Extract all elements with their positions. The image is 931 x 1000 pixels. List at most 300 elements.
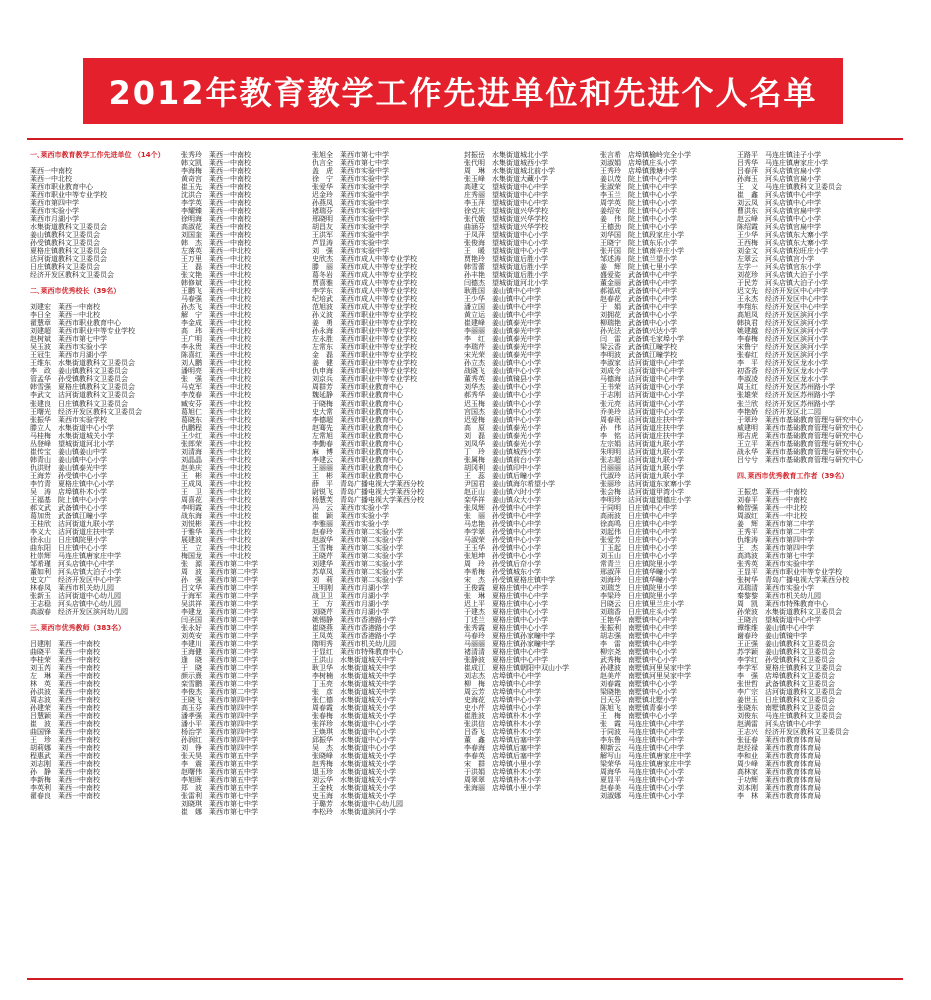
list-item: 吕文华 莱西市第二中学 [181,583,258,592]
list-item: 赵满雷 河头店镇中心中学 [737,720,821,729]
list-item: 刘 强 莱西市实验中学 [312,247,389,256]
list-item: 王洪山 水集街道城关中学 [312,656,396,664]
spacer [181,143,291,151]
list-item: 刘 铮 莱西市第四中学 [181,744,258,753]
list-item: 于志刚 沽河街道中心小学 [600,391,684,400]
list-item: 王焕琪 水集街道中心小学 [312,728,396,737]
list-item: 梁荣华 马连庄镇唐家庄中学 [600,760,691,769]
list-item: 史海花 店埠镇中心小学 [464,696,541,705]
list-item: 崔 波 莱西一中南校 [30,720,100,729]
list-item: 赵秀梅 水集街道城关小学 [312,760,396,769]
list-item: 李树楠 水集街道城关中学 [312,672,396,681]
list-item: 左永胜 莱西市职业中等专业学校 [312,335,417,344]
list-item: 秦黎黎 莱西市机关幼儿园 [737,591,821,600]
list-item: 沽河街道教科文卫委员会 [30,255,107,264]
list-item: 李学翠 孙受镇中心中学 [464,527,541,536]
list-item: 张郎荣 莱西一中北校 [181,439,251,448]
list-item: 郝秀华 姜山镇中心小学 [464,391,541,400]
list-item: 林春凤 莱西市机关幼儿园 [30,583,114,592]
list-item: 李学东 莱西市成人中等专业学校 [312,287,417,296]
list-item: 张 丽 孙受镇中心中学 [464,511,541,520]
list-item: 李学军 夏格庄镇教科文卫委员会 [737,664,842,673]
list-item: 于功辉 莱西市教育体育局 [737,776,821,785]
list-item: 李新梅 莱西一中南校 [30,776,100,785]
list-item: 张海丽 店埠镇小里小学 [464,784,541,793]
list-item: 苏学颖 姜山镇教科文卫委员会 [737,647,835,656]
list-item: 王冠生 莱西市月湖小学 [30,351,107,360]
list-item: 于显红 莱西市特殊教育中心 [312,647,403,656]
list-item: 左学一 河头店镇官东小学 [737,263,821,272]
list-item: 柳瑞艳 武备镇中心小学 [600,319,677,328]
list-item: 吕香飞 店埠镇朴木小学 [464,728,541,737]
list-item: 褚清清 夏格庄镇中心中学 [464,647,548,656]
list-item: 曲晓平 莱西一中南校 [30,647,100,656]
list-item: 柳 梅 店埠镇中心中学 [464,680,541,689]
list-item: 吕天芬 南墅镇北墅小学 [600,696,677,705]
list-item: 丁 玲 姜山镇城西小学 [464,447,541,456]
list-item: 孙义波 莱西市职业中等专业学校 [312,311,417,320]
list-item: 梅国龙 莱西一中北校 [181,551,251,560]
list-item: 崔 鑫 河头店镇中心中学 [737,191,821,200]
list-item: 周喜花 莱西一中北校 [181,495,251,504]
list-item: 王志兴 经济开发区教科文卫委员会 [737,728,849,737]
list-item: 马桂梅 水集街道城关小学 [30,431,114,440]
list-item: 吴 涛 店埠镇朴木小学 [30,487,107,496]
list-item: 王 暖 望城街道中心小学 [464,247,548,256]
list-item: 王少华 河头店镇东大寨小学 [737,231,828,240]
list-item: 张旭全 莱西市第七中学 [312,151,389,160]
list-item: 刘云华 水集街道城关小学 [312,776,396,785]
list-item: 盖 虎 莱西市实验中学 [312,167,389,176]
list-item: 王 杰 莱西市第四中学 [737,543,814,552]
list-item: 宋光荣 姜山镇泰光中学 [464,351,541,360]
list-item: 姜以茂 院上镇中心中学 [600,175,677,184]
list-item: 李明珍 沽河街道望德庄小学 [600,495,691,504]
page-title: 2012年教育教学工作先进单位和先进个人名单 [108,74,818,112]
list-item: 王西梅 河头店镇东大寨小学 [737,239,828,248]
list-item: 李茂春 莱西一中北校 [181,391,251,400]
list-item: 迟文先 经济开发区中心中学 [737,287,828,296]
list-item: 孙受镇教科文卫委员会 [30,239,100,248]
list-item: 张属梅 姜山镇前台小学 [464,455,541,464]
list-item: 张代明 水集街道城西小学 [464,159,548,168]
list-item: 王曙光 经济开发区教科文卫委员会 [30,407,142,416]
list-item: 丁玉亮 水集街道城关中学 [312,680,396,689]
list-item: 马丽丽 夏格庄镇孙家疃中学 [464,639,555,648]
list-item: 战卫卫 莱西市月湖小学 [312,591,389,600]
list-item: 退玉珍 水集街道城关小学 [312,768,396,777]
list-item: 李海梅 莱西一中南校 [181,167,251,176]
list-item: 张代娥 望城街道兴华学校 [464,215,548,224]
list-item: 梁云香 武备镇江疃学校 [600,343,677,352]
list-item: 纪培武 莱西市成人中等专业学校 [312,295,417,304]
spacer [30,143,140,151]
list-item: 王 彬 莱西一中北校 [181,471,251,480]
list-item: 张言希 店埠镇榆岭完全小学 [600,151,691,160]
list-item: 李 政 姜山镇教科文卫委员会 [30,367,128,376]
list-item: 赵正山 姜山镇六时小学 [464,487,541,496]
list-item: 李翔东 经济开发区中心中学 [737,303,828,312]
list-item: 王 梅 南墅镇中心小学 [600,712,677,721]
list-item: 麻 博 莱西市职业教育中心 [312,447,403,456]
list-item: 周少峰 莱西市教育体育局 [737,760,821,769]
list-item: 王明刚 莱西市月湖小学 [312,583,389,592]
list-item: 于璐芳 水集街道中心幼儿园 [312,800,403,809]
list-item: 滕立人 水集街道中心小学 [30,423,114,432]
list-item: 张静波 夏格庄镇中心中学 [464,656,548,664]
list-item: 周 琳 水集街道城北前小学 [464,167,555,176]
list-item: 邱振华 水集街道中心小学 [312,736,396,745]
list-item: 刘英安 莱西市第二中学 [181,631,258,640]
list-item: 高淑春 经济开发区滨河幼儿园 [30,607,128,616]
list-item: 周玉红 经济开发区苏州路小学 [737,383,835,392]
list-column-4 [464,143,574,792]
list-item: 韩文凯 莱西一中南校 [181,159,251,168]
list-item: 左常旭 莱西市职业教育中心 [312,431,403,440]
list-item: 孙 强 莱西市第二中学 [181,575,258,584]
list-item: 张文艳 莱西一中北校 [181,271,251,280]
list-item: 李希梅 孙受镇城东小学 [464,567,541,576]
list-item: 张春红 经济开发区滨河小学 [737,351,828,360]
list-item: 王志稳 河头店镇中心幼儿园 [30,599,121,608]
list-item: 姜 健 莱西市职业中等专业学校 [312,359,417,368]
list-item: 张秀英 莱西市实验中学 [737,559,814,568]
list-item: 张会梅 沽河街道甲湾小学 [600,487,684,496]
list-item: 邢淑萍 日庄镇华疃小学 [600,567,677,576]
list-item: 葛冬岩 莱西市成人中等专业学校 [312,271,417,280]
list-item: 徐 宁 莱西市实验中学 [312,175,389,184]
list-item: 郑 波 莱西市第五中学 [181,784,258,793]
list-item: 夏显平 马连庄镇中心小学 [600,776,684,785]
list-item: 陈绍霞 河头店镇官扁中学 [737,223,821,232]
list-item: 王秀玲 店埠镇豫塘小学 [600,167,677,176]
list-item: 韩雪蕾 望城街道后胜小学 [464,263,548,272]
list-item: 孙永海 莱西市职业中等专业学校 [312,327,417,336]
list-item: 王 立 莱西一中北校 [181,543,251,552]
list-item: 徐明海 莱西一中南校 [181,215,251,224]
list-item: 耿卫华 水集街道城关中学 [312,664,396,673]
list-item: 孙海玉 河头店镇官扁小学 [737,175,821,184]
list-item: 栾雪鹏 莱西市第二中学 [181,680,258,689]
list-item: 宋鲁宁 经济开发区滨河小学 [737,343,828,352]
list-item: 史欣杰 莱西市成人中等专业学校 [312,255,417,264]
list-item: 吴玉波 莱西市实验小学 [30,343,107,352]
list-item: 魏延静 莱西市职业教育中心 [312,391,403,400]
list-item: 莱西一中南校 [30,167,72,176]
list-item: 解写山 马连庄镇唐家庄中学 [600,752,691,761]
list-item: 史大常 莱西市职业教育中心 [312,407,403,416]
list-item: 李建云 莱西市职业教育中心 [312,455,403,464]
list-item: 丛登峰 望城街道河北小学 [30,439,114,448]
list-item: 赵云峰 河头店镇中心小学 [737,215,821,224]
list-item: 李建川 莱西市第二中学 [181,639,258,648]
list-item: 王永杰 经济开发区中心中学 [737,295,828,304]
spacer [737,480,897,488]
list-item: 王晓宁 院上镇东乐小学 [600,239,677,248]
list-item: 刘海玲 日庄镇华疃小学 [600,575,677,584]
list-item: 王凤英 莱西市香港路小学 [312,631,396,640]
list-item: 周云芳 店埠镇中心中学 [464,688,541,697]
list-item: 史文广 经济开发区中心中学 [30,575,121,584]
list-item: 姚锡静 莱西市香港路小学 [312,615,396,624]
list-item: 李玉萍 望城街道中心中学 [464,199,548,208]
list-item: 展建波 莱西一中北校 [181,535,251,544]
list-item: 李东鲁 马连庄镇中心中学 [600,736,684,745]
list-item: 刘华国 院上镇段家庄小学 [600,231,684,240]
list-item: 颜示熹 莱西市第二中学 [181,672,258,681]
list-item: 莱西市实验小学 [30,207,79,216]
list-item: 王玉华 孙受镇中心小学 [464,543,541,552]
list-item: 刘花珍 河头店镇大泊子小学 [737,271,828,280]
list-item: 高旭凤 经济开发区滨河小学 [737,311,828,320]
list-item: 刘清海 莱西一中北校 [181,447,251,456]
list-item: 张树华 青岛广播电视大学莱西分校 [737,575,849,584]
list-item: 周 玲 孙受镇后夼小学 [464,559,541,568]
list-item: 刘晓芹 莱西市月湖小学 [312,607,389,616]
list-item: 姚建越 经济开发区滨河小学 [737,327,828,336]
top-divider [27,138,903,140]
list-item: 赵春美 马连庄镇中心小学 [600,784,684,793]
list-column-3 [312,143,422,816]
list-item: 于建杰 夏格庄镇中心小学 [464,607,548,616]
list-item: 左翠云 河头店镇宫小学 [737,255,814,264]
list-item: 赵曙伟 莱西市第五中学 [181,768,258,777]
list-item: 庄秀丽 望城街道中心中学 [464,191,548,200]
list-item: 杜崇辉 马连庄镇唐家庄中学 [30,551,121,560]
list-item: 仇洪财 姜山镇泰光中学 [30,463,107,472]
list-item: 王成凤 莱西一中北校 [181,479,251,488]
spacer [30,159,140,167]
list-item: 刘 莉 莱西市第二实验小学 [312,575,403,584]
list-item: 徐克庆 望城街道兴华学校 [464,207,548,216]
list-item: 王 卫 莱西一中北校 [181,487,251,496]
list-item: 崔 颖 莱西市实验小学 [312,511,389,520]
list-item: 盛爱姿 武备镇中心中学 [600,271,677,280]
title-banner [83,58,843,124]
list-item: 姜 辉 院上镇七里小学 [600,263,677,272]
spacer [30,632,140,640]
list-item: 李淑家 沽河街道中心中学 [600,359,684,368]
list-item: 莱西一中北校 [30,175,72,184]
list-item: 张元亮 沽河街道中心小学 [600,399,684,408]
list-item: 曲涵芬 望城街道兴华学校 [464,223,548,232]
list-item: 沈洪合 莱西一中南校 [181,191,251,200]
list-item: 胡昌友 莱西市实验中学 [312,223,389,232]
list-item: 周 波 莱西市第二中学 [181,567,258,576]
list-item: 芦显涛 莱西市实验中学 [312,239,389,248]
list-item: 李耀臻 莱西一中南校 [181,207,251,216]
list-item: 王 义 马连庄镇教科文卫委员会 [737,183,842,192]
list-item: 王路平 马连庄镇洼子小学 [737,151,821,160]
list-item: 苏草凤 莱西市第二实验小学 [312,567,403,576]
list-item: 柳新云 马连庄镇中心中学 [600,744,684,753]
list-item: 赵骞先 莱西市职业教育中心 [312,423,403,432]
list-item: 耿胜国 姜山镇中心中学 [464,287,541,296]
list-item: 张 霞 马连庄镇中心中学 [600,720,684,729]
list-item: 李学英 莱西一中南校 [181,199,251,208]
list-item: 马春玲 夏格庄镇孙家疃中学 [464,631,555,640]
list-item: 张 源 莱西市第二中学 [181,559,258,568]
spacer [312,143,422,151]
list-item: 董如利 河头店镇大泊子小学 [30,567,121,576]
list-item: 王维东 水集街道教科文卫委员会 [30,359,135,368]
list-item: 左 琳 莱西一中南校 [30,672,100,681]
list-item: 杨慧芙 青岛广播电视大学莱西分校 [312,495,424,504]
list-item: 赵春花 武备镇中心中学 [600,295,677,304]
list-item: 刘金文 河头店镇松旺庄小学 [737,247,828,256]
list-item: 马忠艳 孙受镇中心中学 [464,519,541,528]
list-item: 刘建超 莱西市职业中等专业学校 [30,327,135,336]
list-item: 刘瑞香 日庄镇庄头小学 [600,607,677,616]
list-item: 李旭晖 莱西市第五中学 [181,776,258,785]
list-item: 程惠武 莱西一中南校 [30,752,100,761]
list-item: 赵春玲 莱西市第二实验小学 [312,527,403,536]
list-item: 潘孝强 莱西市第四中学 [181,712,258,721]
list-item: 李雅丽 莱西市实验小学 [312,519,389,528]
list-item: 丁玉起 日庄镇中心小学 [600,543,677,552]
list-item: 谢春玲 姜山镇镜中学 [737,631,807,640]
list-item: 胡冈利 姜山镇印中小学 [464,463,541,472]
list-item: 姜 勇 莱西市职业中等专业学校 [312,319,417,328]
list-item: 宫国杰 姜山镇中心小学 [464,407,541,416]
list-item: 王 蕊 姜山镇后疃小学 [464,471,541,480]
list-item: 高 原 姜山镇泰光小学 [464,423,541,432]
list-item: 臧安芬 莱西一中北校 [181,399,251,408]
list-item: 孙燕凤 莱西市实验中学 [312,199,389,208]
list-item: 王雪梅 莱西市第二实验小学 [312,543,403,552]
list-item: 姜山镇教科文卫委员会 [30,231,100,240]
list-item: 尹国君 姜山镇海尔希望小学 [464,479,555,488]
list-item: 朱明明 沽河街道九联小学 [600,447,684,456]
list-item: 常青兰 日庄镇院里小学 [600,559,677,568]
list-item: 黄立运 姜山镇中心中学 [464,311,541,320]
list-item: 周群芳 莱西市职业教育中心 [312,383,403,392]
list-item: 刘瑞芝 日庄镇院里小学 [600,583,677,592]
list-item: 于凤萍 望城街道中心小学 [464,231,548,240]
list-item: 李日全 莱西一中北校 [30,311,100,320]
list-item: 韩雪强 夏格庄镇教科文卫委员会 [30,383,135,392]
list-item: 武秀梅 南墅镇中心小学 [600,656,677,664]
list-item: 于海军 莱西市第二中学 [181,591,258,600]
list-item: 孙荣波 水集街道教科文卫委员会 [737,607,842,616]
list-item: 张秀玲 莱西一中南校 [181,151,251,160]
list-item: 林 英 莱西一中南校 [30,680,100,689]
list-item: 王艳华 南墅镇中心中学 [600,615,677,624]
list-item: 葛旭仁 莱西一中北校 [181,407,251,416]
list-item: 王晓芹 莱西市第二实验小学 [312,551,403,560]
list-item: 李 强 店埠镇教科文卫委员会 [737,672,835,681]
list-item: 宋 群 店埠镇小里小学 [464,760,541,769]
list-item: 李义大 沽河街道庄扶中学 [30,527,114,536]
list-item: 賴智强 莱西一中北校 [737,503,807,512]
list-item: 徐永山 日庄镇院里小学 [30,535,107,544]
list-item: 左落英 莱西一中北校 [181,247,251,256]
list-item: 逢 晓 莱西市第二中学 [181,656,258,664]
list-item: 张春梅 水集街道城关小学 [312,712,396,721]
list-item: 莱西市职业中等专业学校 [30,191,107,200]
spacer [737,464,897,472]
list-item: 莱西市第四中学 [30,199,79,208]
list-item: 姜 辉 莱西市第二中学 [737,519,814,528]
list-item: 韩执君 经济开发区滨河小学 [737,319,828,328]
list-item: 孙建波 南墅镇河里吴家中学 [600,664,691,673]
list-item: 滕 丽 莱西市成人中等专业学校 [312,263,417,272]
list-item: 马春强 莱西一中北校 [181,295,251,304]
list-item: 莱西市月湖小学 [30,215,79,224]
list-item: 刘淑娟 店埠镇庄头小学 [600,159,677,168]
list-item: 崔 娜 莱西市第七中学 [181,808,258,817]
list-item: 代淑玲 沽河街道九联小学 [600,471,684,480]
list-item: 于 娟 武备镇中心中学 [600,303,677,312]
list-item: 贾喜雅 莱西市成人中等专业学校 [312,279,417,288]
list-item: 王福基 院上镇中心小学 [30,495,107,504]
list-item: 崔玉先 莱西一中南校 [181,183,251,192]
list-item: 张俊海 望城街道中心小学 [464,239,548,248]
list-item: 韩修斌 莱西一中北校 [181,279,251,288]
list-item: 周 凯 莱西市特殊教育中心 [737,599,828,608]
list-item: 张玉峰 水集街道大藏小学 [464,175,548,184]
list-item: 郝文武 武备镇中心小学 [30,503,107,512]
list-item: 仇申海 莱西市职业中等专业学校 [312,367,417,376]
list-item: 张 琳 夏格庄镇中心中学 [464,591,548,600]
bottom-divider [27,978,903,980]
list-item: 张洪信 店埠镇朴木小学 [464,720,541,729]
list-item: 赵美芹 南墅镇河里吴家中学 [600,672,691,681]
list-item: 潘明亮 莱西一中北校 [181,367,251,376]
list-item: 李俊杰 莱西市第二中学 [181,688,258,697]
list-item: 张旭坤 孙受镇中心小学 [464,551,541,560]
list-item: 王少红 莱西一中北校 [181,431,251,440]
list-item: 刘京兵 莱西市职业中等专业学校 [312,375,417,384]
list-item: 刘玉山 日庄镇中心小学 [600,551,677,560]
list-item: 崔胜波 店埠镇朴木小学 [464,712,541,721]
list-item: 张雷利 莱西市第七中学 [181,792,258,801]
list-item: 李竹青 夏格庄镇中心小学 [30,479,114,488]
list-item: 莱西市职业教育中心 [30,183,93,192]
list-item: 孙丰艳 望城街道后胜小学 [464,271,548,280]
list-item: 战东海 莱西一中北校 [181,511,251,520]
list-item: 赵美庆 莱西一中北校 [181,463,251,472]
list-item: 杨治学 莱西市第四中学 [181,728,258,737]
list-item: 谭维维 姜山镇中心中学 [737,623,814,632]
list-item: 潘立国 姜山镇中心中学 [464,303,541,312]
list-item: 李春海 店埠镇后塞中学 [464,744,541,753]
list-item: 徐高鸣 日庄镇中心中学 [600,519,677,528]
list-item: 李淑凌 经济开发区龙水小学 [737,375,828,384]
list-item: 葛晓东 莱西一中北校 [181,415,251,424]
list-item: 刘本刚 莱西市教育体育局 [737,784,821,793]
list-item: 曲国锋 莱西一中南校 [30,728,100,737]
list-item: 于洪娟 店埠镇朴木小学 [464,768,541,777]
list-item: 刘玉芮 莱西一中南校 [30,664,100,673]
list-item: 刘国奎 莱西一中南校 [181,231,251,240]
list-item: 迟爱梅 姜山镇中心小学 [464,415,541,424]
list-item: 王 方 莱西市月湖小学 [312,599,389,608]
section-heading: 三､莱西市优秀教师（383名） [30,623,126,632]
list-item: 王海健 莱西市第二中学 [181,647,258,656]
list-item: 张晓峰 水集街道城关小学 [312,752,396,761]
list-item: 王 彬 莱西市职业教育中心 [312,471,403,480]
list-item: 翟春良 莱西一中南校 [30,792,100,801]
list-item: 邹希瑾 河头店镇中心中学 [30,559,114,568]
list-item: 张世哲 武备镇教科文卫委员会 [737,680,835,689]
list-item: 隋明秀 莱西市机关幼儿园 [312,639,396,648]
list-item: 王鹏飞 莱西一中北校 [181,287,251,296]
list-item: 李 震 莱西市第五中学 [181,760,258,769]
list-item: 胡莉娜 莱西一中南校 [30,744,100,753]
list-item: 刘晶晶 莱西一中北校 [181,455,251,464]
list-item: 韩 杰 莱西一中南校 [181,239,251,248]
